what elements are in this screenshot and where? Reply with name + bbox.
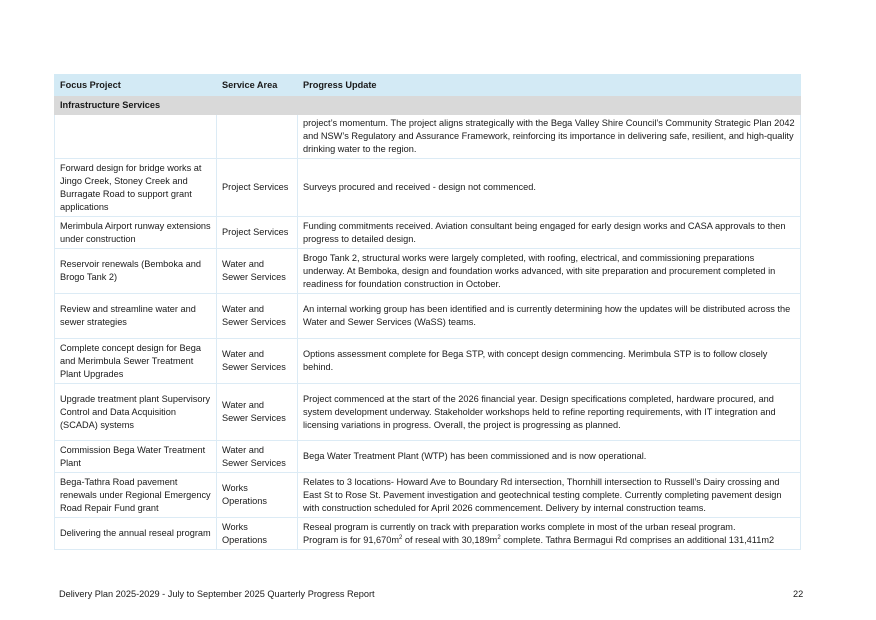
service-area-cell (217, 115, 298, 159)
table-row (55, 518, 801, 550)
section-row (55, 96, 801, 115)
section-title: Infrastructure Services (55, 96, 801, 115)
page-number: 22 (793, 589, 804, 599)
squared-superscript: 2 (497, 534, 501, 541)
reseal-update-line1: Reseal program is currently on track with preparation works complete in most of the urban reseal program. (303, 521, 736, 532)
table-row (55, 217, 801, 249)
focus-project-cell: Bega-Tathra Road pavement renewals under Regional Emergency Road Repair Fund grant (55, 473, 217, 518)
focus-project-cell: Review and streamline water and sewer strategies (55, 294, 217, 339)
service-area-cell: Water and Sewer Services (217, 441, 298, 473)
table-header-row (55, 75, 801, 96)
table-row (55, 159, 801, 217)
focus-project-cell: Forward design for bridge works at Jingo Creek, Stoney Creek and Burragate Road to support grant applications (55, 159, 217, 217)
progress-update-cell: Surveys procured and received - design not commenced. (298, 159, 801, 217)
progress-update-cell: Bega Water Treatment Plant (WTP) has been commissioned and is now operational. (298, 441, 801, 473)
table-row (55, 441, 801, 473)
table-row (55, 294, 801, 339)
progress-update-cell (298, 518, 801, 550)
service-area-cell: Project Services (217, 159, 298, 217)
service-area-cell: Works Operations (217, 473, 298, 518)
focus-project-cell: Upgrade treatment plant Supervisory Control and Data Acquisition (SCADA) systems (55, 384, 217, 441)
progress-update-cell: Project commenced at the start of the 2026 financial year. Design specifications completed, hardware procured, and system development underway. Stakeholder workshops held to refine reporting requirements, with IT integration and licensing variations in progress. Overall, the project is progressing as planned. (298, 384, 801, 441)
focus-projects-table (54, 74, 801, 550)
progress-update-cell: project’s momentum. The project aligns strategically with the Bega Valley Shire Council’s Community Strategic Plan 2042 and NSW’s Regulatory and Assurance Framework, reinforcing its importance in delivering safe, resilient, and high-quality drinking water to the region. (298, 115, 801, 159)
reseal-update-text: complete. Tathra Bermagui Rd comprises an additional 131,411m2 (500, 534, 775, 545)
table-row (55, 115, 801, 159)
service-area-cell: Water and Sewer Services (217, 294, 298, 339)
squared-superscript: 2 (399, 534, 403, 541)
progress-update-cell: Funding commitments received. Aviation consultant being engaged for early design works and CASA approvals to then progress to detailed design. (298, 217, 801, 249)
focus-project-cell: Merimbula Airport runway extensions under construction (55, 217, 217, 249)
service-area-cell: Water and Sewer Services (217, 384, 298, 441)
reseal-update-text: of reseal with 30,189m (402, 534, 498, 545)
focus-project-cell: Commission Bega Water Treatment Plant (55, 441, 217, 473)
header-service-area: Service Area (217, 75, 298, 96)
service-area-cell: Water and Sewer Services (217, 339, 298, 384)
progress-update-cell: An internal working group has been identified and is currently determining how the updates will be distributed across the Water and Sewer Services (WaSS) teams. (298, 294, 801, 339)
table-row (55, 339, 801, 384)
table-row (55, 249, 801, 294)
table-row (55, 473, 801, 518)
footer-report-title: Delivery Plan 2025-2029 - July to September 2025 Quarterly Progress Report (59, 589, 375, 599)
focus-project-cell: Reservoir renewals (Bemboka and Brogo Tank 2) (55, 249, 217, 294)
focus-project-cell: Delivering the annual reseal program (55, 518, 217, 550)
progress-update-cell: Relates to 3 locations- Howard Ave to Boundary Rd intersection, Thornhill intersection to Russell’s Dairy crossing and East St to Rose St. Pavement investigation and geotechnical testing complete. Currently completing pavement design with construction scheduled for April 2026 commencement. Delivery by internal construction teams. (298, 473, 801, 518)
progress-update-cell: Brogo Tank 2, structural works were largely completed, with roofing, electrical, and commissioning preparations underway. At Bemboka, design and foundation works advanced, with site preparation and procurement completed in readiness for foundation construction in October. (298, 249, 801, 294)
focus-project-cell (55, 115, 217, 159)
header-progress-update: Progress Update (298, 75, 801, 96)
reseal-update-text: Program is for 91,670m (303, 534, 399, 545)
focus-project-cell: Complete concept design for Bega and Merimbula Sewer Treatment Plant Upgrades (55, 339, 217, 384)
service-area-cell: Project Services (217, 217, 298, 249)
table-row (55, 384, 801, 441)
header-focus-project: Focus Project (55, 75, 217, 96)
progress-update-cell: Options assessment complete for Bega STP, with concept design commencing. Merimbula STP is to follow closely behind. (298, 339, 801, 384)
service-area-cell: Works Operations (217, 518, 298, 550)
service-area-cell: Water and Sewer Services (217, 249, 298, 294)
